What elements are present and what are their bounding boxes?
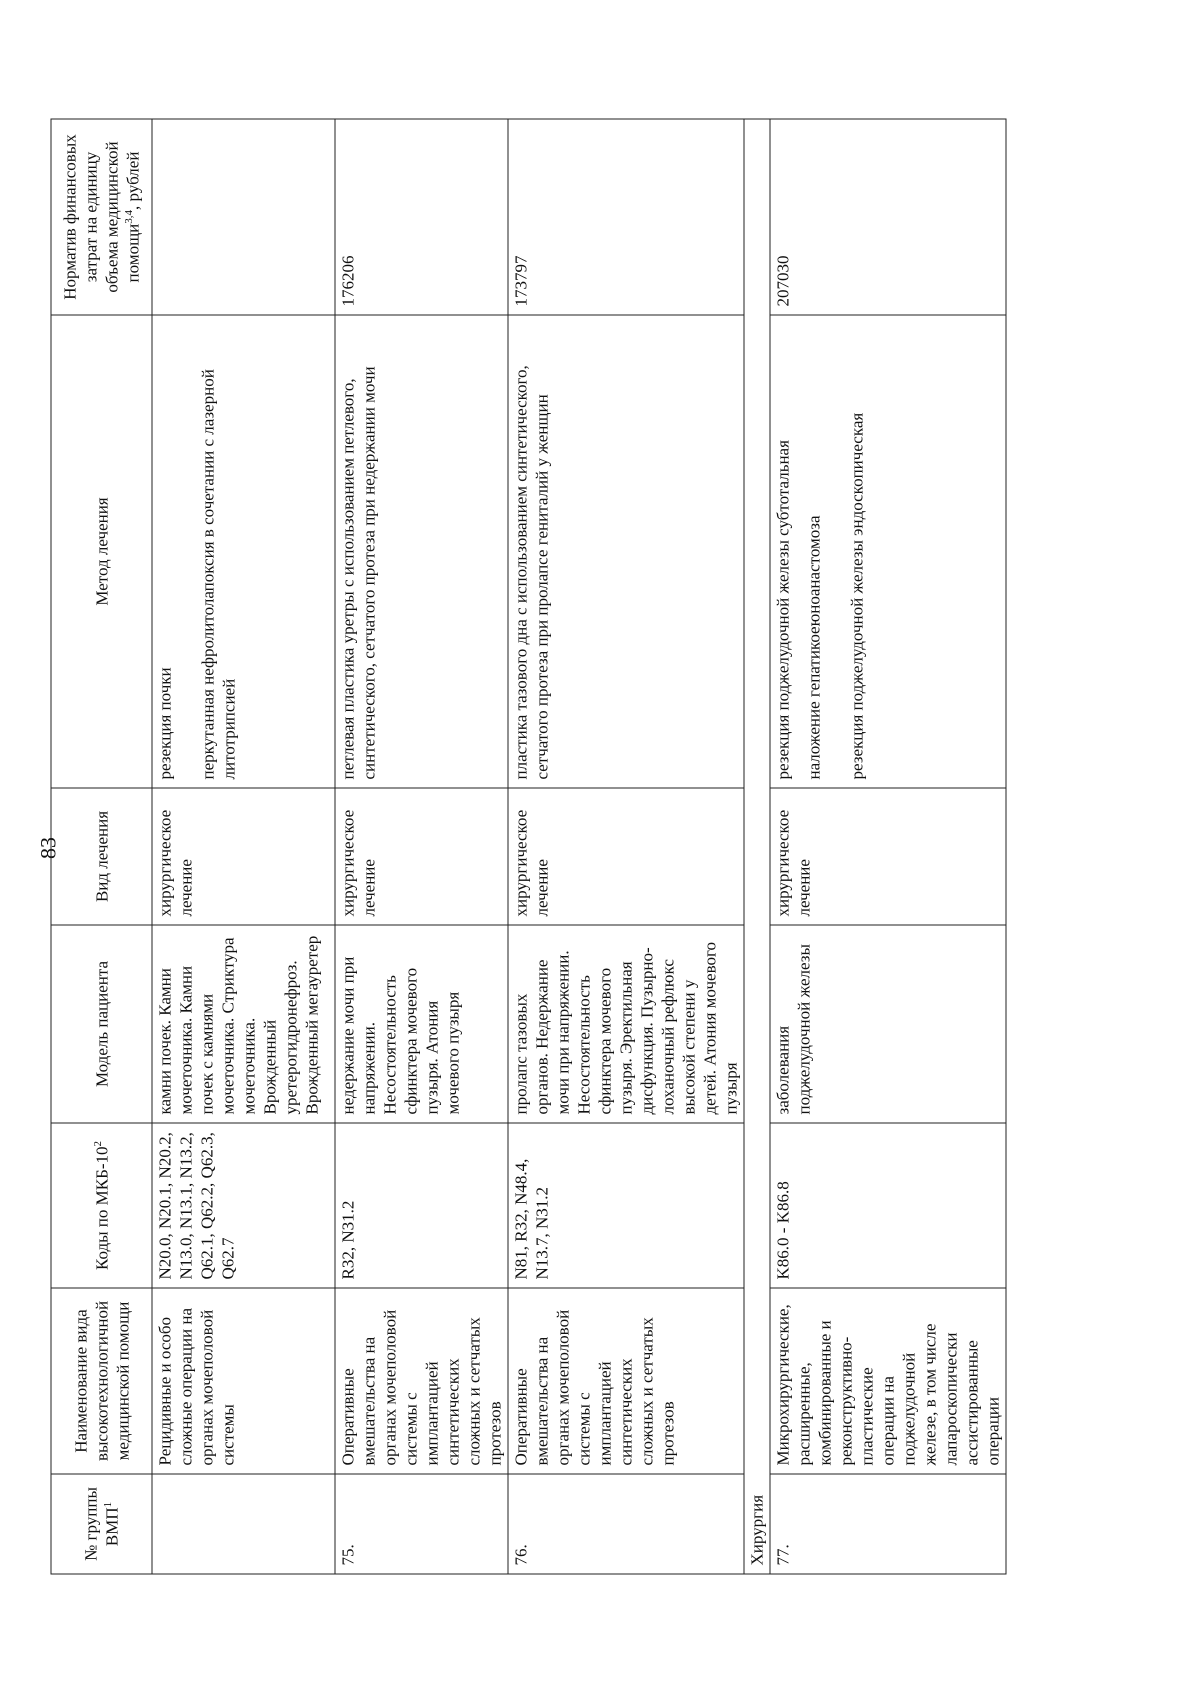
cell-cost: 176206	[335, 119, 508, 315]
page-number: 83	[35, 837, 61, 859]
header-row	[51, 119, 152, 1574]
cell-treatment-method: петлевая пластика уретры с использованием петлевого, синтетического, сетчатого протеза при недержании мочи	[335, 315, 508, 788]
section-row	[744, 119, 770, 1574]
rotated-sheet	[1, 0, 1200, 1697]
vmp-table	[51, 119, 1007, 1575]
method-item: резекция почки	[155, 667, 175, 780]
cell-group-no: 75.	[335, 1474, 508, 1574]
method-item: резекция поджелудочной железы эндоскопическая	[847, 412, 867, 780]
table-row	[508, 119, 744, 1574]
method-item: наложение гепатикоеюноанастомоза	[804, 515, 824, 780]
method-item: резекция поджелудочной железы субтотальная	[773, 440, 793, 780]
cell-treatment-kind: хирургическое лечение	[335, 788, 508, 925]
method-item: перкутанная нефролитолапоксия в сочетании с лазерной литотрипсией	[198, 369, 239, 780]
cell-group-no	[152, 1474, 335, 1574]
cell-treatment-method	[152, 315, 335, 788]
cell-treatment-method: пластика тазового дна с использованием синтетического, сетчатого протеза при пролапсе гениталий у женщин	[508, 315, 744, 788]
cell-group-no: 77.	[770, 1474, 1006, 1574]
header-patient-model: Модель пациента	[51, 925, 152, 1123]
cell-cost	[152, 119, 335, 315]
cell-patient-model: заболевания поджелудочной железы	[770, 925, 1006, 1123]
cell-patient-model: недержание мочи при напряжении. Несостоятельность сфинктера мочевого пузыря. Атония мочевого пузыря	[335, 925, 508, 1123]
cell-cost: 173797	[508, 119, 744, 315]
header-vmp-name: Наименование вида высокотехнологичной медицинской помощи	[51, 1288, 152, 1474]
cell-icd-codes: N81, R32, N48.4, N13.7, N31.2	[508, 1123, 744, 1288]
section-label: Хирургия	[744, 119, 770, 1574]
header-treatment-kind: Вид лечения	[51, 788, 152, 925]
cell-icd-codes: R32, N31.2	[335, 1123, 508, 1288]
cell-treatment-kind: хирургическое лечение	[508, 788, 744, 925]
cell-treatment-kind: хирургическое лечение	[152, 788, 335, 925]
table-row	[770, 119, 1006, 1574]
cell-treatment-method	[770, 315, 1006, 788]
cell-vmp-name: Рецидивные и особо сложные операции на органах мочеполовой системы	[152, 1288, 335, 1474]
cell-patient-model: камни почек. Камни мочеточника. Камни почек с камнями мочеточника. Стриктура мочеточника. Врожденный уретерогидронефроз. Врожденный мегауретер	[152, 925, 335, 1123]
header-treatment-method: Метод лечения	[51, 315, 152, 788]
header-cost-norm: Норматив финансовых затрат на единицу объема медицинской помощи$^{3,4}$, рублей	[51, 119, 152, 315]
table-row	[335, 119, 508, 1574]
cell-vmp-name: Оперативные вмешательства на органах мочеполовой системы с имплантацией синтетических сложных и сетчатых протезов	[508, 1288, 744, 1474]
cell-vmp-name: Микрохирургические, расширенные, комбинированные и реконструктивно-пластические операции на поджелудочной железе, в том числе лапароскопически ассистированные операции	[770, 1288, 1006, 1474]
cell-icd-codes: N20.0, N20.1, N20.2, N13.0, N13.1, N13.2, Q62.1, Q62.2, Q62.3, Q62.7	[152, 1123, 335, 1288]
cell-treatment-kind: хирургическое лечение	[770, 788, 1006, 925]
table-row	[152, 119, 335, 1574]
cell-cost: 207030	[770, 119, 1006, 315]
cell-vmp-name: Оперативные вмешательства на органах мочеполовой системы с имплантацией синтетических сложных и сетчатых протезов	[335, 1288, 508, 1474]
header-group-no: № группы ВМП$^1$	[51, 1474, 152, 1574]
cell-patient-model: пролапс тазовых органов. Недержание мочи при напряжении. Несостоятельность сфинктера мочевого пузыря. Эректильная дисфункция. Пузырно-лоханочный рефлюкс высокой степени у детей. Атония мочевого пузыря	[508, 925, 744, 1123]
cell-icd-codes: K86.0 - K86.8	[770, 1123, 1006, 1288]
header-icd-codes: Коды по МКБ-$10^2$	[51, 1123, 152, 1288]
cell-group-no: 76.	[508, 1474, 744, 1574]
